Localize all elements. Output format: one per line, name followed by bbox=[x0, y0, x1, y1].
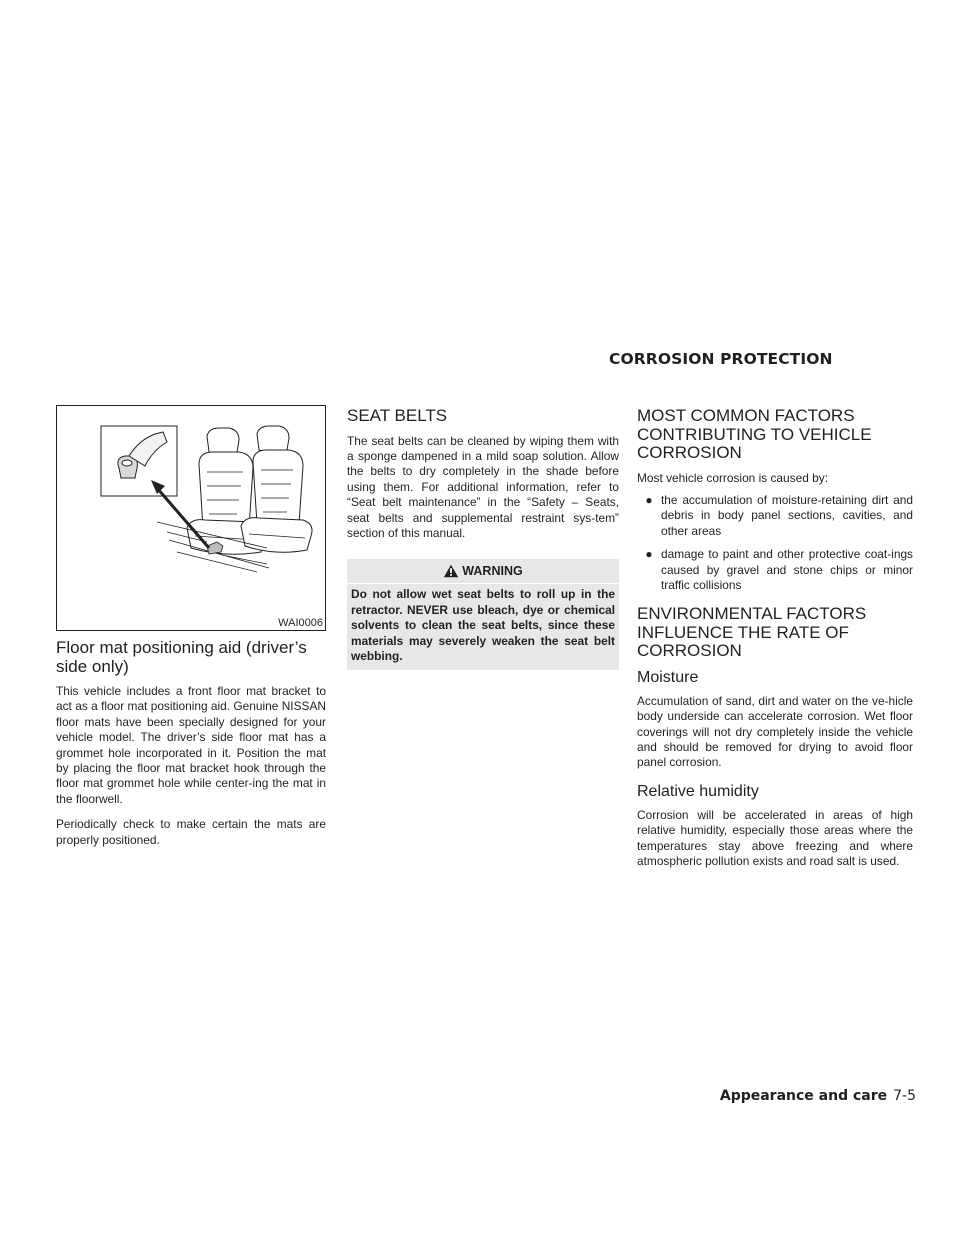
warning-header bbox=[347, 559, 619, 583]
page-section-title: CORROSION PROTECTION bbox=[609, 350, 833, 368]
bullet-dot-icon: ● bbox=[645, 547, 653, 562]
page-footer bbox=[720, 1088, 916, 1104]
bullet-text: the accumulation of moisture-retaining dirt and debris in body panel sections, cavities, and other areas bbox=[661, 492, 913, 538]
moisture-heading: Moisture bbox=[637, 668, 699, 686]
warning-label: WARNING bbox=[462, 564, 523, 579]
warning-text: Do not allow wet seat belts to roll up in the retractor. NEVER use bleach, dye or chemical solvents to clean the seat belts, since these materials may severely weaken the seat belt webbing. bbox=[351, 587, 615, 663]
list-item bbox=[637, 493, 913, 539]
floor-mat-illustration bbox=[56, 405, 326, 631]
floor-mat-paragraph-2: Periodically check to make certain the mats are properly positioned. bbox=[56, 817, 326, 847]
column-floor-mat bbox=[56, 405, 326, 858]
page-number: 7-5 bbox=[893, 1088, 916, 1104]
common-factors-heading: MOST COMMON FACTORS CONTRIBUTING TO VEHICLE CORROSION bbox=[637, 406, 872, 462]
warning-triangle-icon bbox=[443, 564, 459, 578]
bullet-text: damage to paint and other protective coat-ings caused by gravel and stone chips or minor traffic collisions bbox=[661, 547, 913, 592]
moisture-paragraph: Accumulation of sand, dirt and water on the ve-hicle body underside can accelerate corrosion. Wet floor coverings will not dry completely inside the vehicle and should be removed for drying to avoid floor panel corrosion. bbox=[637, 693, 913, 770]
column-seat-belts bbox=[347, 405, 619, 670]
warning-box bbox=[347, 559, 619, 670]
corrosion-intro: Most vehicle corrosion is caused by: bbox=[637, 470, 828, 485]
seat-belts-paragraph: The seat belts can be cleaned by wiping them with a sponge dampened in a mild soap solution. Allow the belts to dry completely in the shade before using them. For additional information, refer to “Seat belt maintenance” in the “Safety – Seats, seat belts and supplemental restraint sys-tem” section of this manual. bbox=[347, 433, 619, 540]
seat-floor-mat-drawing bbox=[57, 406, 327, 632]
figure-code: WAI0006 bbox=[278, 617, 323, 629]
environmental-factors-heading: ENVIRONMENTAL FACTORS INFLUENCE THE RATE OF CORROSION bbox=[637, 604, 867, 661]
floor-mat-paragraph-1: This vehicle includes a front floor mat bracket to act as a floor mat positioning aid. Genuine NISSAN floor mats have been specially designed for your vehicle model. The driver’s side floor mat has a grommet hole incorporated in it. Position the mat by placing the floor mat bracket hook through the floor mat grommet hole while center-ing the mat in the floorwell. bbox=[56, 684, 326, 806]
footer-section-name: Appearance and care bbox=[719, 1088, 888, 1104]
floor-mat-heading: Floor mat positioning aid (driver’s side only) bbox=[56, 638, 307, 676]
warning-divider bbox=[347, 583, 619, 584]
humidity-heading: Relative humidity bbox=[637, 782, 759, 800]
bullet-dot-icon: ● bbox=[645, 492, 653, 507]
list-item bbox=[637, 547, 913, 593]
humidity-paragraph: Corrosion will be accelerated in areas of high relative humidity, especially those areas where the temperatures stay above freezing and where atmospheric pollution exists and road salt is used. bbox=[637, 807, 913, 869]
seat-belts-heading: SEAT BELTS bbox=[347, 406, 448, 425]
column-corrosion bbox=[637, 405, 913, 880]
